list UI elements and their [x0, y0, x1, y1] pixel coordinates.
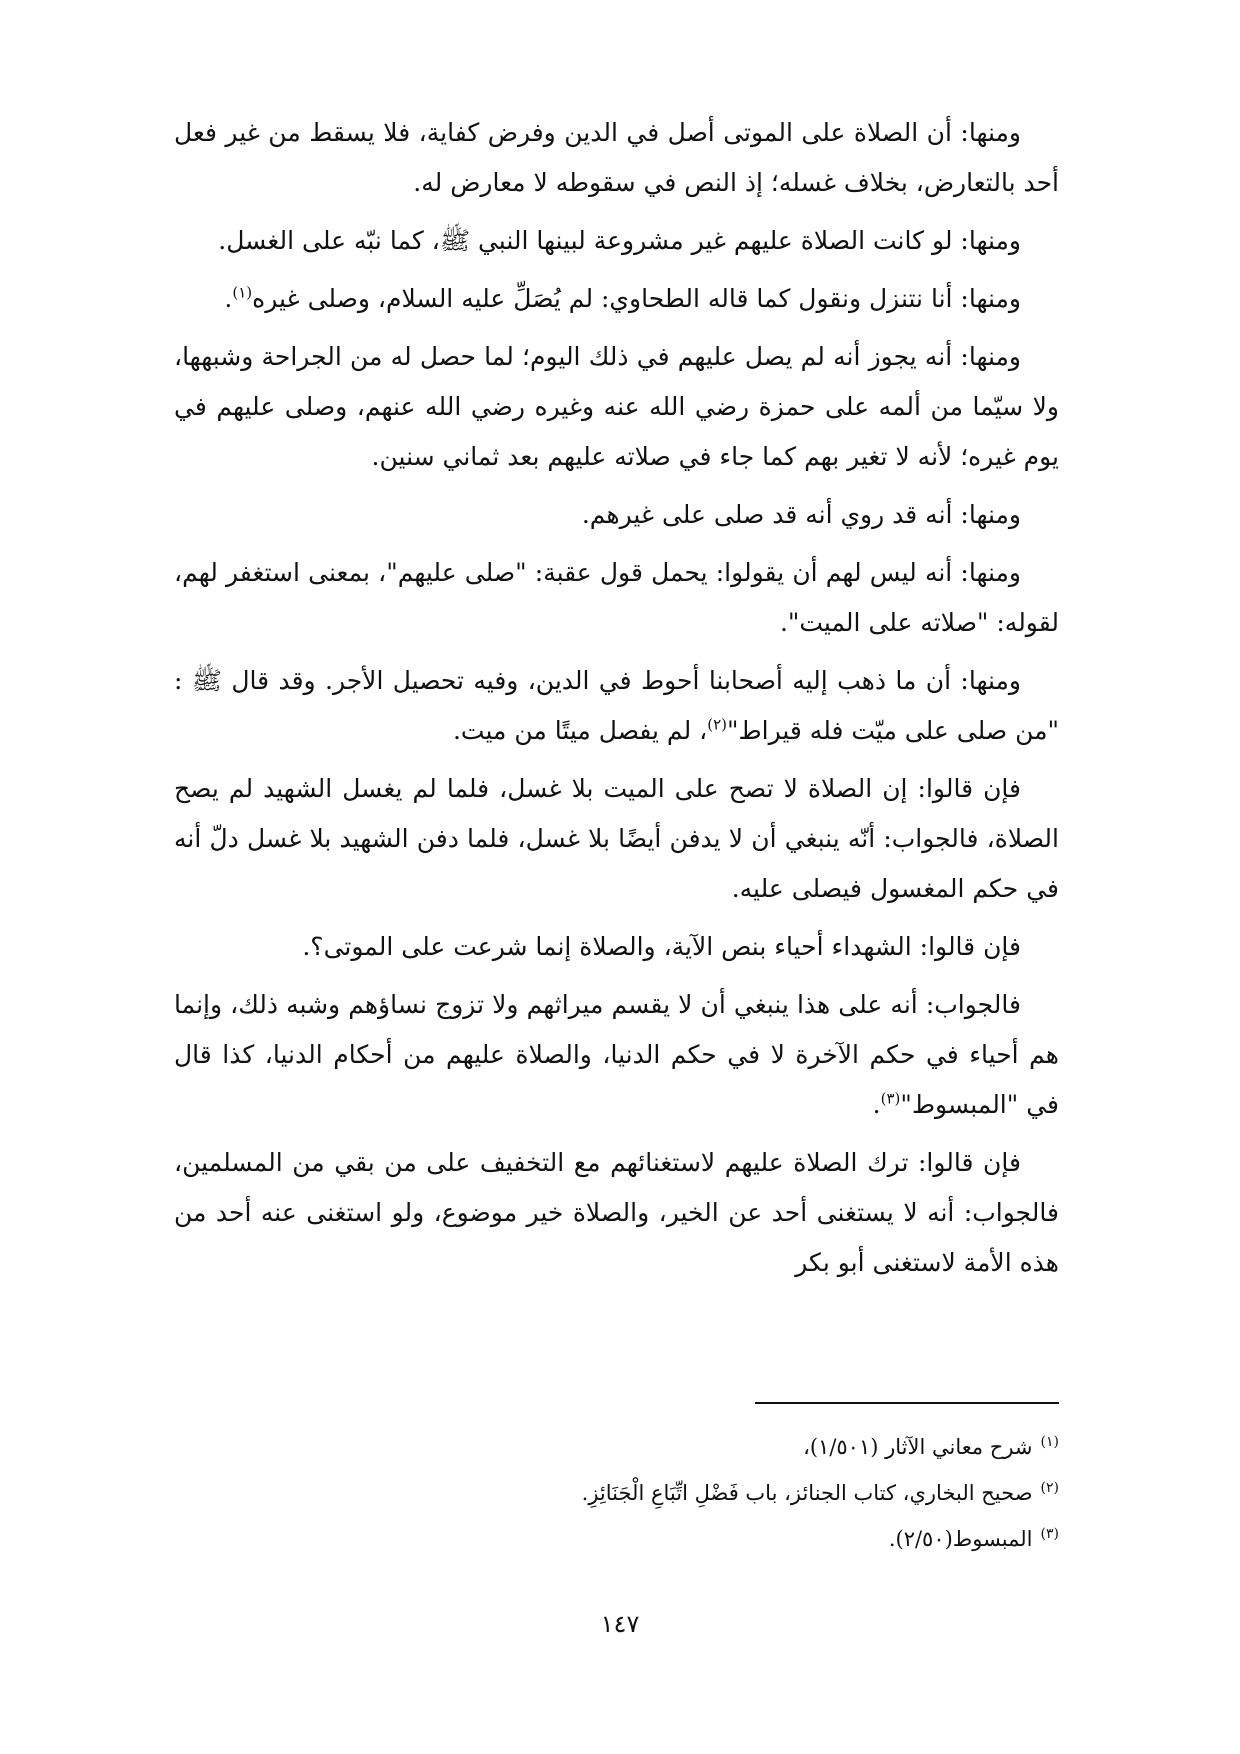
footnote-1 [174, 1424, 1059, 1470]
paragraph-8: فإن قالوا: إن الصلاة لا تصح على الميت بلا غسل، فلما لم يغسل الشهيد لم يصح الصلاة، فالجواب: أنّه ينبغي أن لا يدفن أيضًا بلا غسل، فلما دفن الشهيد بلا غسل دلّ أنه في حكم المغسول فيصلى عليه. [174, 774, 1059, 903]
footnote-number: (٢) [1040, 1480, 1059, 1496]
paragraph-1: ومنها: أن الصلاة على الموتى أصل في الدين وفرض كفاية، فلا يسقط من غير فعل أحد بالتعارض، بخلاف غسله؛ إذ النص في سقوطه لا معارض له. [174, 118, 1059, 197]
footnote-2 [174, 1470, 1059, 1516]
main-text [174, 108, 1059, 1296]
paragraph-3: ومنها: أنا نتنزل ونقول كما قاله الطحاوي: لم يُصَلِّ عليه السلام، وصلى غيره$^{(١)}$. [224, 283, 1021, 313]
footnote-text: المبسوط(٢/٥٠). [888, 1527, 1033, 1551]
footnote-text: شرح معاني الآثار (١/٥٠١)، [803, 1435, 1033, 1459]
footnote-divider [755, 1402, 1059, 1404]
paragraph-4: ومنها: أنه يجوز أنه لم يصل عليهم في ذلك اليوم؛ لما حصل له من الجراحة وشبهها، ولا سيّما من ألمه على حمزة رضي الله عنه وغيره رضي الله عنهم، وصلى عليهم في يوم غيره؛ لأنه لا تغير بهم كما جاء في صلاته عليهم بعد ثماني سنين. [174, 342, 1059, 471]
footnote-ref-3[interactable]: (٣) [880, 1089, 901, 1108]
footnote-ref-2[interactable]: (٢) [707, 715, 727, 734]
paragraph-7: ومنها: أن ما ذهب إليه أصحابنا أحوط في الدين، وفيه تحصيل الأجر. وقد قال ﷺ : "من صلى على ميّت فله قيراط"$^{(٢)}$، لم يفصل ميتًا من ميت. [174, 666, 1059, 745]
paragraph-10: فالجواب: أنه على هذا ينبغي أن لا يقسم ميراثهم ولا تزوج نساؤهم وشبه ذلك، وإنما هم أحياء في حكم الآخرة لا في حكم الدنيا، والصلاة عليهم من أحكام الدنيا، كذا قال في "المبسوط"$^{(٣)}$. [174, 990, 1059, 1119]
paragraph-11: فإن قالوا: ترك الصلاة عليهم لاستغنائهم مع التخفيف على من بقي من المسلمين، فالجواب: أنه لا يستغنى أحد عن الخير، والصلاة خير موضوع، ولو استغنى عنه أحد من هذه الأمة لاستغنى أبو بكر [174, 1148, 1059, 1277]
footnote-number: (٣) [1040, 1526, 1059, 1542]
footnotes [174, 1424, 1059, 1562]
page-number: ١٤٧ [600, 1610, 640, 1638]
paragraph-2: ومنها: لو كانت الصلاة عليهم غير مشروعة لبينها النبي ﷺ، كما نبّه على الغسل. [218, 226, 1021, 255]
footnote-3 [174, 1516, 1059, 1562]
paragraph-5: ومنها: أنه قد روي أنه قد صلى على غيرهم. [581, 500, 1021, 529]
footnote-number: (١) [1040, 1434, 1059, 1450]
footnote-text: صحيح البخاري، كتاب الجنائز، باب فَضْلِ اتِّبَاعِ الْجَنَائِزِ. [581, 1481, 1033, 1505]
paragraph-9: فإن قالوا: الشهداء أحياء بنص الآية، والصلاة إنما شرعت على الموتى؟. [302, 932, 1021, 961]
paragraph-6: ومنها: أنه ليس لهم أن يقولوا: يحمل قول عقبة: "صلى عليهم"، بمعنى استغفر لهم، لقوله: "صلاته على الميت". [174, 558, 1059, 637]
footnote-ref-1[interactable]: (١) [232, 283, 253, 302]
